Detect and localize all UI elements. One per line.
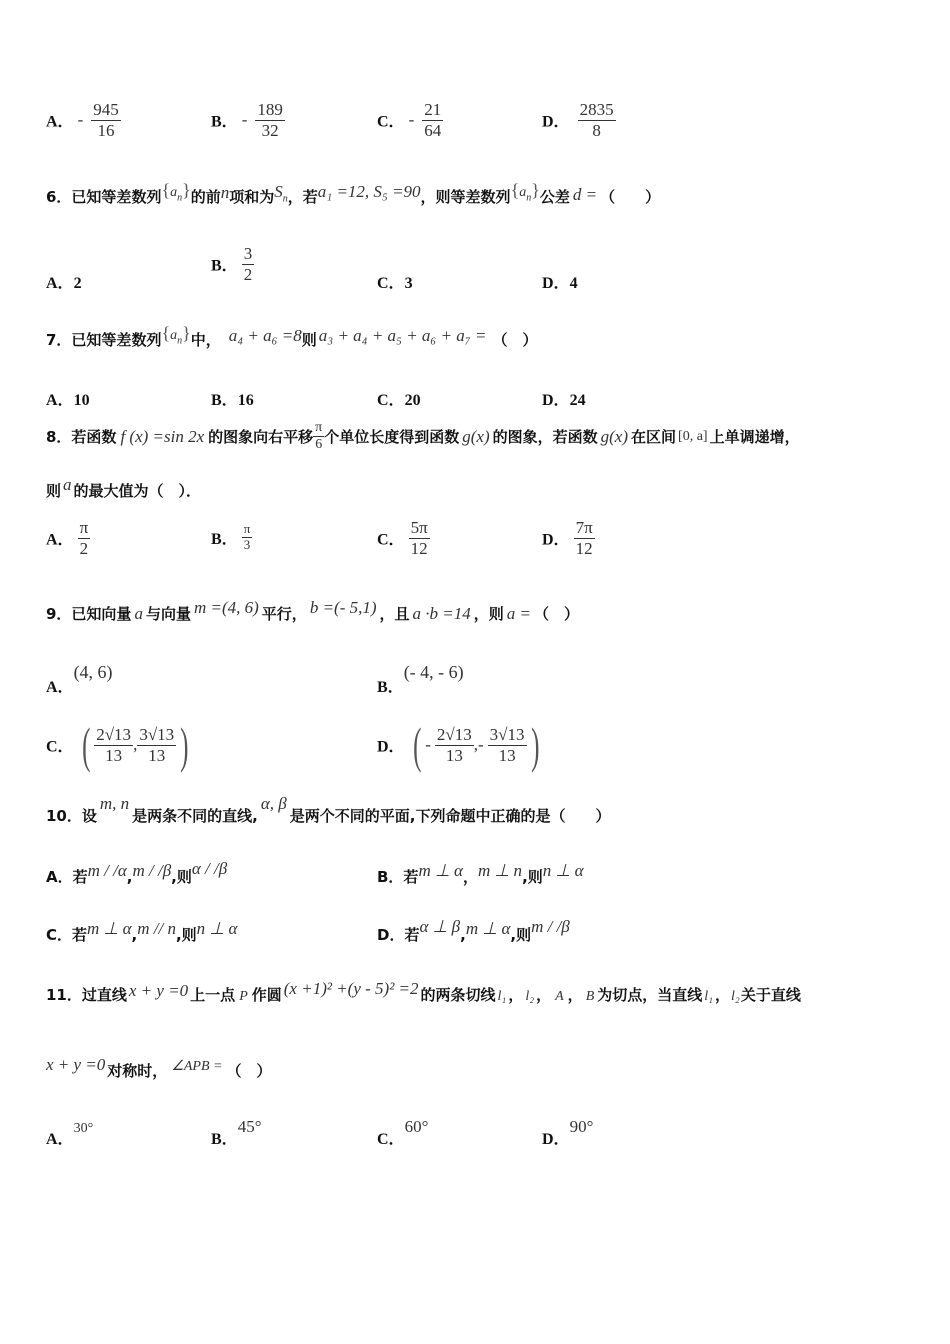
numerator: 3√13: [139, 724, 175, 744]
then-text: ,则: [522, 868, 543, 886]
q7-option-c[interactable]: [377, 387, 421, 410]
numerator: 2835: [579, 100, 614, 119]
separator: ，: [567, 986, 583, 1004]
denominator: 3: [243, 536, 251, 552]
fraction: [242, 244, 255, 284]
numerator: π: [79, 518, 89, 537]
q11-text: 为切点，当直线: [597, 986, 703, 1004]
seq-symbol: a: [519, 185, 527, 200]
condition-1: α ⊥ β: [419, 917, 461, 936]
option-label: C．: [377, 531, 405, 549]
sequence-brace: $\{a_n\}$: [161, 323, 191, 347]
fraction: [435, 725, 474, 765]
q8-option-c[interactable]: [377, 518, 430, 558]
q9-text: ，且: [379, 605, 410, 623]
S-sub: n: [282, 193, 288, 205]
seq-sub: n: [526, 192, 532, 204]
fraction: [488, 725, 527, 765]
option-label: C．: [46, 738, 74, 756]
result: α / /β: [191, 859, 228, 878]
q5-option-a[interactable]: [46, 100, 121, 140]
q6-text: ，则等差数列: [420, 188, 511, 206]
q8-text: 个单位长度得到函数: [324, 428, 460, 447]
q8-stem-line1: [46, 420, 800, 453]
denominator: 13: [445, 745, 463, 765]
q11-option-a[interactable]: [46, 1114, 94, 1148]
var-d: d =: [572, 185, 598, 204]
option-value: 90°: [569, 1117, 594, 1136]
q7-text: 则: [301, 331, 317, 349]
denominator: 32: [261, 120, 279, 140]
q9-text: （ ）: [534, 605, 580, 623]
var-S: [274, 182, 288, 205]
q6-option-b[interactable]: [211, 244, 254, 284]
option-label: A．: [46, 392, 74, 409]
circle-equation: (x +1)² +(y - 5)² =2: [283, 979, 419, 998]
fraction: [313, 420, 324, 453]
option-label: B．若: [377, 868, 419, 886]
option-label: D．: [377, 738, 405, 756]
q8-text: 的图象，若函数: [492, 428, 598, 447]
q8-stem-line2: [46, 475, 202, 501]
vector-a: a: [134, 604, 143, 623]
fraction: [255, 100, 285, 140]
minus-sign: -: [477, 735, 484, 754]
option-value: 2: [73, 275, 82, 292]
q6-text: 公差: [539, 188, 570, 206]
q11-text: 作圆: [251, 986, 282, 1004]
q7-stem: [46, 323, 538, 353]
separator: ，: [536, 986, 552, 1004]
condition-1: m ⊥ α: [418, 861, 463, 880]
q11-option-d[interactable]: [542, 1114, 594, 1148]
option-label: A．: [46, 1131, 74, 1148]
q5-option-b[interactable]: [211, 100, 285, 140]
q10-option-a[interactable]: A．若m / /α,m / /β,则α / /β: [46, 859, 228, 886]
seq-sub: n: [177, 192, 183, 204]
S-symbol: S: [274, 182, 283, 201]
var-a: a: [63, 475, 72, 494]
result: m / /β: [531, 917, 570, 936]
point-B: B: [585, 989, 595, 1004]
q9-option-b[interactable]: [377, 660, 464, 696]
result: n ⊥ α: [196, 919, 238, 938]
dot-product: a ·b =14: [412, 604, 471, 623]
q10-text: 10．设: [46, 807, 97, 825]
q8-text: 上单调递增，: [709, 428, 800, 447]
denominator: 13: [498, 745, 516, 765]
numerator: 21: [424, 100, 442, 119]
sequence-brace: $\{a_n\}$: [510, 180, 540, 204]
numerator: 7π: [575, 518, 593, 537]
left-paren: (: [81, 717, 91, 773]
sequence-brace: $\{a_n\}$: [161, 180, 191, 204]
q10-option-c[interactable]: C．若m ⊥ α,m // n,则n ⊥ α: [46, 919, 238, 944]
q10-text: 是两条不同的直线,: [132, 807, 258, 825]
q6-text: ，若: [287, 188, 318, 206]
q9-option-c[interactable]: C． ( $\frac{2√13}{13}$ , $\frac{3√13}{13}$ ): [46, 717, 189, 773]
condition-2: m ⊥ n: [477, 861, 523, 880]
denominator: 12: [575, 538, 593, 558]
option-label: D．: [542, 531, 570, 549]
option-label: A．: [46, 275, 74, 292]
line-equation: x + y =0: [46, 1055, 106, 1074]
option-value: 16: [237, 392, 254, 409]
option-value: 30°: [73, 1121, 94, 1136]
var-n: n: [220, 183, 230, 202]
option-value: 3: [404, 275, 413, 292]
q7-expression: a₃ + a₄ + a₅ + a₆ + a₇ =: [318, 326, 487, 345]
numerator: π: [243, 521, 251, 536]
q6-text: （ ）: [600, 188, 661, 206]
option-label: D．若: [377, 926, 420, 944]
vars-alpha-beta: α, β: [260, 794, 287, 813]
seq-symbol: a: [170, 328, 178, 343]
numerator: π: [313, 420, 324, 437]
q6-text: 项和为: [229, 188, 275, 206]
condition-2: m / /β: [132, 861, 172, 880]
option-label: B．: [211, 113, 238, 131]
q11-text: 对称时，: [107, 1062, 168, 1080]
point-P: P: [239, 989, 248, 1004]
q9-text: 9．已知向量: [46, 605, 132, 623]
minus-sign: -: [408, 110, 415, 130]
fraction: [578, 100, 616, 140]
q11-text: （ ）: [226, 1062, 272, 1080]
option-label: C．: [377, 1131, 405, 1148]
option-label: C．: [377, 392, 405, 409]
denominator: 16: [97, 120, 115, 140]
numerator: 189: [257, 100, 283, 119]
option-label: B．: [211, 257, 238, 275]
q5-option-d[interactable]: [542, 100, 616, 140]
q11-text: 的两条切线: [420, 986, 496, 1004]
q8-option-b[interactable]: [211, 522, 252, 553]
minus-sign: -: [77, 110, 84, 130]
minus-sign: -: [425, 735, 431, 754]
condition-1: m / /α: [87, 861, 127, 880]
result: n ⊥ α: [542, 861, 584, 880]
fraction: [94, 725, 133, 765]
q8-option-a[interactable]: [46, 518, 90, 558]
q11-stem-line2: [46, 1055, 272, 1081]
option-value: 60°: [404, 1117, 429, 1136]
option-label: B．: [211, 392, 238, 409]
q8-text: 在区间: [631, 428, 677, 447]
condition-2: m // n: [137, 919, 176, 938]
q7-text: （ ）: [492, 331, 538, 349]
denominator: 2: [79, 538, 89, 558]
option-value: (4, 6): [73, 662, 113, 682]
q10-stem: [46, 794, 611, 826]
denominator: 64: [424, 120, 442, 140]
fraction: [242, 522, 253, 553]
option-value: 45°: [237, 1117, 262, 1136]
denominator: 13: [148, 745, 166, 765]
then-text: ,则: [510, 926, 532, 944]
q11-text: 11．过直线: [46, 986, 127, 1004]
denominator: 8: [592, 120, 601, 140]
q11-text: 上一点: [190, 986, 236, 1004]
option-label: A．: [46, 113, 74, 131]
denominator: 13: [105, 745, 123, 765]
minus-sign: -: [241, 110, 248, 130]
line-l1: l₁: [704, 989, 714, 1004]
then-text: ,则: [175, 926, 197, 944]
option-value: 4: [569, 275, 578, 292]
option-label: D．: [542, 392, 570, 409]
numerator: 2√13: [436, 724, 472, 744]
condition-2: m ⊥ α: [465, 919, 511, 938]
option-value: 20: [404, 392, 421, 409]
option-label: B．: [211, 530, 238, 548]
q8-function-g: g(x): [462, 426, 490, 446]
option-label: D．: [542, 275, 570, 292]
line-l1: l₁: [497, 989, 507, 1004]
q6-text: 6．已知等差数列: [46, 188, 162, 206]
fraction: [78, 518, 91, 558]
option-value: 24: [569, 392, 586, 409]
denominator: 12: [410, 538, 428, 558]
separator: ，: [508, 986, 524, 1004]
point-A: A: [555, 989, 564, 1004]
numerator: 5π: [410, 518, 428, 537]
q7-option-d[interactable]: [542, 387, 586, 410]
option-label: A．若: [46, 868, 88, 886]
q10-option-d[interactable]: D．若α ⊥ β,m ⊥ α,则m / /β: [377, 917, 570, 944]
denominator: 2: [243, 264, 253, 284]
option-label: A．: [46, 531, 74, 549]
q7-condition: a₄ + a₆ =8: [228, 326, 302, 345]
numerator: 3√13: [489, 724, 525, 744]
q9-option-a[interactable]: [46, 660, 113, 696]
numerator: 3: [243, 244, 253, 263]
line-l2: l₂: [731, 989, 740, 1004]
q6-stem: [46, 180, 661, 210]
denominator: 6: [315, 437, 323, 453]
condition-1: m ⊥ α: [87, 919, 132, 938]
option-label: A．: [46, 679, 74, 696]
fraction: [409, 518, 430, 558]
seq-symbol: a: [170, 185, 178, 200]
q9-stem: [46, 598, 580, 624]
q7-text: 7．已知等差数列: [46, 331, 162, 349]
q8-text: 则: [46, 482, 62, 500]
right-paren: ): [180, 717, 189, 773]
numerator: 945: [93, 100, 119, 119]
q11-option-b[interactable]: [211, 1114, 262, 1148]
q10-text: 是两个不同的平面,下列命题中正确的是（ ）: [289, 807, 611, 825]
q6-option-a[interactable]: [46, 270, 82, 293]
right-paren: ): [530, 717, 539, 773]
q7-option-a[interactable]: [46, 387, 90, 410]
q5-option-c[interactable]: [377, 100, 443, 140]
q6-option-d[interactable]: [542, 270, 578, 293]
option-label: C．: [377, 113, 405, 131]
fraction: [137, 725, 176, 765]
vector-m: m =(4, 6): [193, 598, 259, 617]
then-text: ,则: [171, 868, 192, 886]
q8-text: 的最大值为（ ）．: [73, 482, 202, 500]
q6-text: 的前: [190, 188, 221, 206]
fraction: [422, 100, 443, 140]
q11-option-c[interactable]: [377, 1114, 429, 1148]
option-label: B．: [377, 679, 404, 696]
q8-function-f: f (x) =sin 2x: [120, 426, 205, 446]
option-label: C．若: [46, 926, 88, 944]
q10-option-b[interactable]: B．若m ⊥ α，m ⊥ n,则n ⊥ α: [377, 861, 584, 886]
q9-text: ，则: [473, 605, 504, 623]
q9-text: 与向量: [145, 605, 191, 623]
q9-option-d[interactable]: D． ( - $\frac{2√13}{13}$ ,- $\frac{3√13}{13}$ ): [377, 717, 539, 773]
q8-text: 8．若函数: [46, 428, 117, 447]
numerator: 2√13: [96, 724, 132, 744]
q6-condition: a₁ =12, S₅ =90: [317, 182, 421, 201]
q8-option-d[interactable]: [542, 518, 595, 558]
seq-sub: n: [177, 335, 183, 347]
option-label: B．: [211, 1131, 238, 1148]
separator: ，: [715, 986, 731, 1004]
option-label: D．: [542, 1131, 570, 1148]
q8-text: 的图象向右平移: [208, 428, 314, 447]
q6-option-c[interactable]: [377, 270, 413, 293]
q8-function-g: g(x): [600, 426, 629, 446]
vars-mn: m, n: [99, 794, 130, 813]
fraction: [574, 518, 595, 558]
option-value: (- 4, - 6): [403, 662, 464, 682]
line-equation: x + y =0: [128, 981, 189, 1000]
q7-option-b[interactable]: [211, 387, 254, 410]
option-value: 10: [73, 392, 90, 409]
q9-text: 平行，: [261, 605, 307, 623]
left-paren: (: [412, 717, 422, 773]
angle-APB: ∠APB =: [171, 1059, 223, 1074]
line-l2: l₂: [525, 989, 535, 1004]
option-label: C．: [377, 275, 405, 292]
q7-text: 中，: [190, 331, 221, 349]
fraction: [91, 100, 121, 140]
q8-interval: [0, a]: [678, 428, 708, 444]
q11-text: 关于直线: [740, 986, 801, 1004]
vector-b: b =(- 5,1): [309, 598, 377, 617]
vector-a-eq: a =: [506, 604, 532, 623]
option-label: D．: [542, 113, 570, 131]
q11-stem-line1: [46, 979, 801, 1005]
